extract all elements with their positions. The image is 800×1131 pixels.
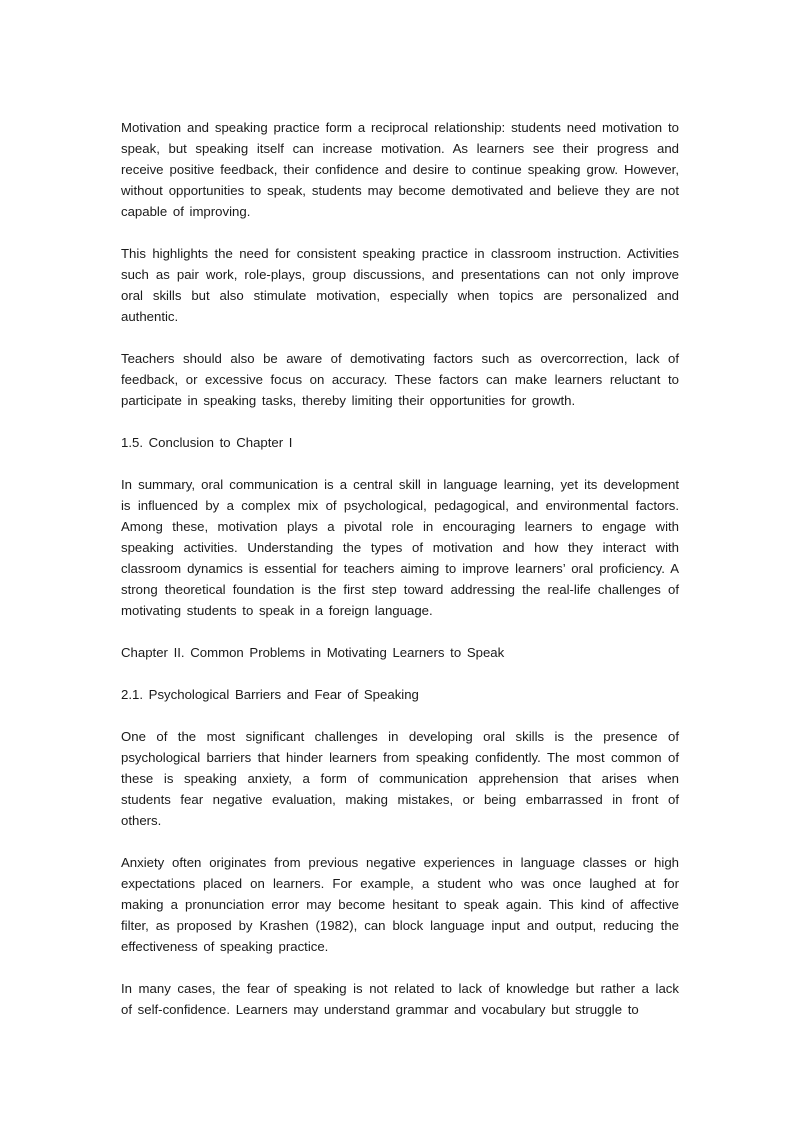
section-heading-2-1: 2.1. Psychological Barriers and Fear of Speaking (121, 687, 419, 702)
document-page (121, 117, 679, 1020)
paragraph-anxiety-origins: Anxiety often originates from previous negative experiences in language classes or high expectations placed on learners. For example, a student who was once laughed at for making a pronunciation error may become hesitant to speak again. This kind of affective filter, as proposed by Krashen (1982), can block language input and output, reducing the effectiveness of speaking practice. (121, 855, 679, 954)
paragraph-speaking-practice: This highlights the need for consistent speaking practice in classroom instruction. Activities such as pair work, role-plays, group discussions, and presentations can not only improve oral skills but also stimulate motivation, especially when topics are personalized and authentic. (121, 246, 679, 324)
paragraph-psychological-barriers: One of the most significant challenges in developing oral skills is the presence of psychological barriers that hinder learners from speaking confidently. The most common of these is speaking anxiety, a form of communication apprehension that arises when students fear negative evaluation, making mistakes, or being embarrassed in front of others. (121, 729, 679, 828)
paragraph-fear-of-speaking: In many cases, the fear of speaking is not related to lack of knowledge but rather a lack of self-confidence. Learners may understand grammar and vocabulary but struggle to (121, 981, 679, 1017)
section-heading-1-5: 1.5. Conclusion to Chapter I (121, 435, 293, 450)
chapter-heading-2: Chapter II. Common Problems in Motivating Learners to Speak (121, 645, 505, 660)
paragraph-summary: In summary, oral communication is a central skill in language learning, yet its development is influenced by a complex mix of psychological, pedagogical, and environmental factors. Among these, motivation plays a pivotal role in encouraging learners to engage with speaking activities. Understanding the types of motivation and how they interact with classroom dynamics is essential for teachers aiming to improve learners’ oral proficiency. A strong theoretical foundation is the first step toward addressing the real-life challenges of motivating students to speak in a foreign language. (121, 477, 679, 618)
paragraph-demotivating-factors: Teachers should also be aware of demotivating factors such as overcorrection, lack of feedback, or excessive focus on accuracy. These factors can make learners reluctant to participate in speaking tasks, thereby limiting their opportunities for growth. (121, 351, 679, 408)
paragraph-motivation-reciprocal: Motivation and speaking practice form a reciprocal relationship: students need motivation to speak, but speaking itself can increase motivation. As learners see their progress and receive positive feedback, their confidence and desire to continue speaking grow. However, without opportunities to speak, students may become demotivated and believe they are not capable of improving. (121, 120, 679, 219)
